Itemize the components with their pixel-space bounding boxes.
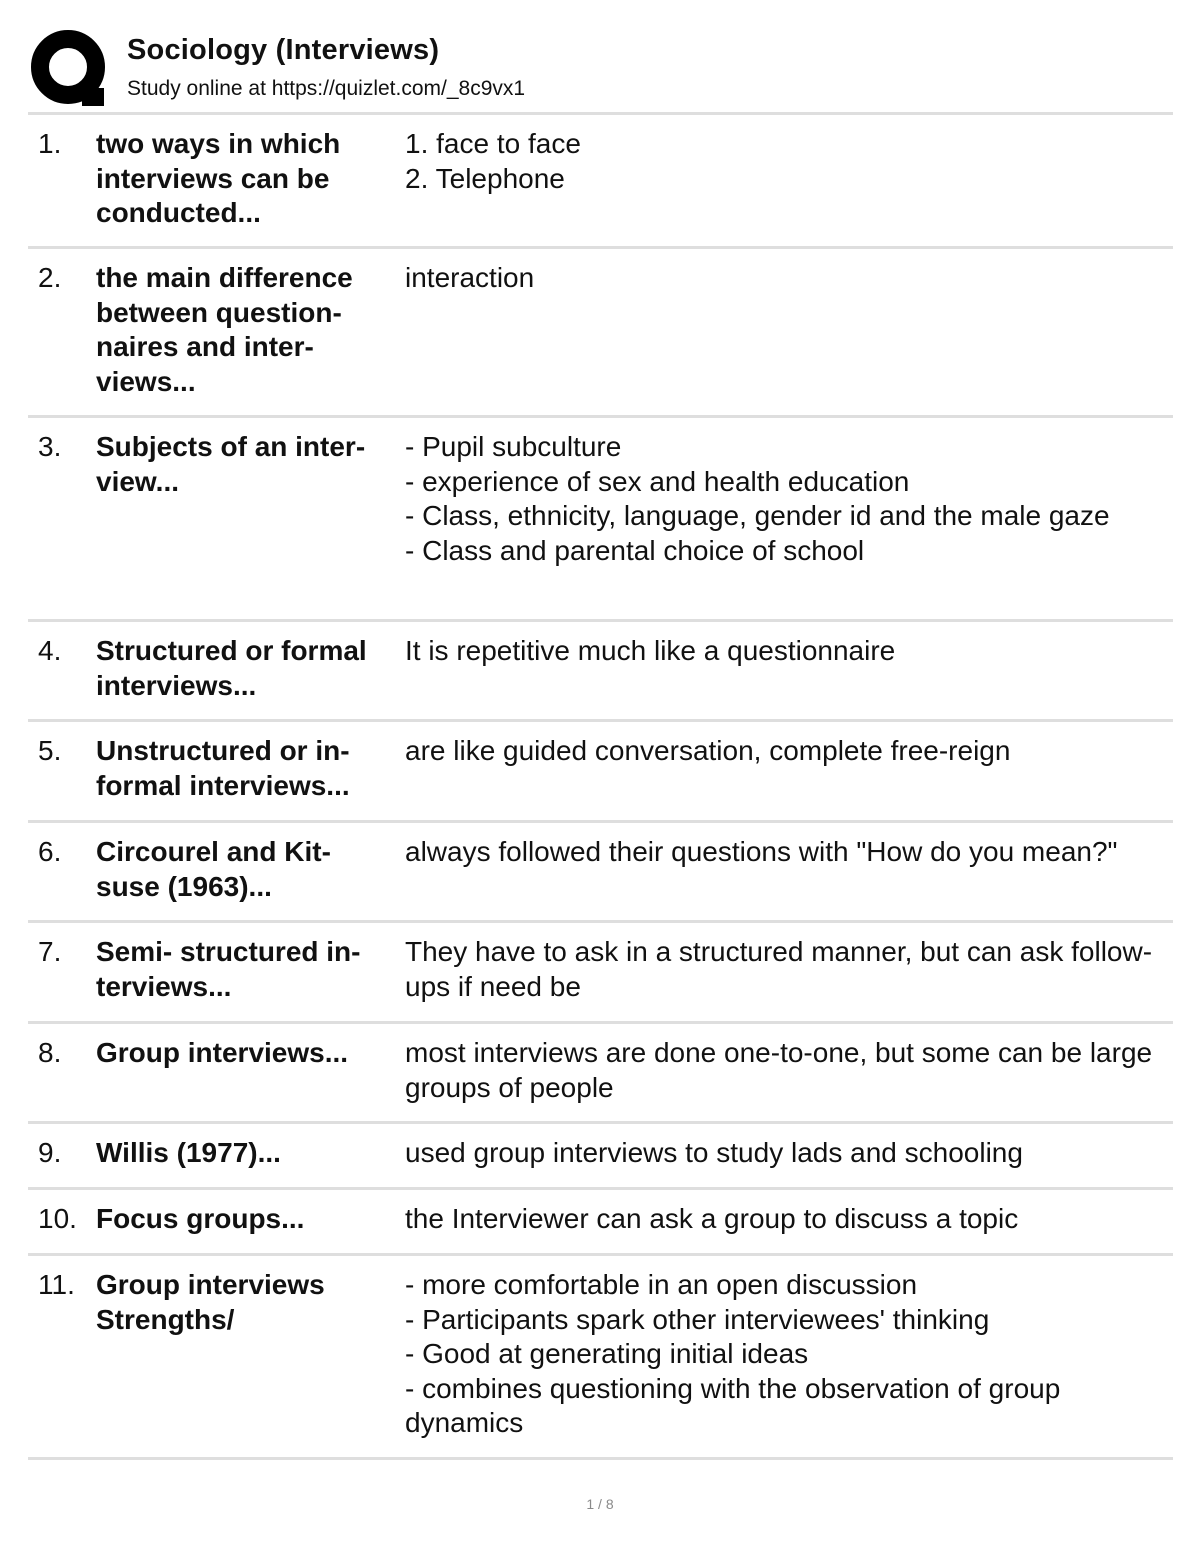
card-term: the main difference between question- naires and inter- views... <box>96 262 353 397</box>
definition-line: used group interviews to study lads and schooling <box>405 1137 1023 1168</box>
definition-line: - more comfortable in an open discussion <box>405 1269 918 1300</box>
definition-line: 2. Telephone <box>405 162 565 194</box>
card-definition <box>405 1268 1170 1441</box>
page-header <box>30 28 1172 110</box>
card-definition <box>405 430 1170 568</box>
card-number: 8. <box>38 1037 62 1068</box>
card-number: 3. <box>38 431 62 462</box>
card-number: 2. <box>38 262 62 293</box>
card-number: 7. <box>38 936 62 967</box>
card-6 <box>28 823 1173 923</box>
card-definition <box>405 835 1170 870</box>
card-term: two ways in which interviews can be conducted... <box>96 128 341 228</box>
definition-line: - Good at generating initial ideas <box>405 1338 809 1369</box>
card-11 <box>28 1256 1173 1460</box>
card-term: Semi- structured in- terviews... <box>96 936 361 1002</box>
card-number: 1. <box>38 128 62 159</box>
card-3 <box>28 418 1173 622</box>
card-number: 6. <box>38 836 62 867</box>
definition-line: 1. face to face <box>405 128 581 159</box>
definition-line: are like guided conversation, complete free-reign <box>405 735 1011 766</box>
card-term: Subjects of an inter- view... <box>96 431 366 497</box>
card-definition <box>405 1136 1170 1171</box>
card-term: Structured or formal interviews... <box>96 635 367 701</box>
card-term: Circourel and Kit- suse (1963)... <box>96 836 331 902</box>
card-9 <box>28 1124 1173 1190</box>
study-link-text: Study online at https://quizlet.com/_8c9vx1 <box>127 77 526 100</box>
card-7 <box>28 923 1173 1024</box>
card-definition <box>405 734 1170 769</box>
quizlet-logo-icon <box>30 30 110 110</box>
card-5 <box>28 722 1173 823</box>
card-number: 10. <box>38 1203 77 1234</box>
page-number: 1 / 8 <box>586 1496 614 1512</box>
definition-line: always followed their questions with "How do you mean?" <box>405 836 1118 867</box>
card-number: 5. <box>38 735 62 766</box>
card-definition <box>405 1202 1170 1237</box>
card-8 <box>28 1024 1173 1124</box>
definition-line: It is repetitive much like a questionnaire <box>405 635 896 666</box>
definition-line: the Interviewer can ask a group to discuss a topic <box>405 1203 1019 1234</box>
card-1 <box>28 115 1173 249</box>
card-term: Focus groups... <box>96 1203 305 1234</box>
definition-line: most interviews are done one-to-one, but some can be large groups of people <box>405 1037 1160 1103</box>
card-definition <box>405 127 1170 196</box>
card-term: Group interviews Strengths/ <box>96 1269 325 1335</box>
card-definition <box>405 634 1170 669</box>
card-number: 11. <box>38 1269 75 1300</box>
definition-line: - Class, ethnicity, language, gender id and the male gaze <box>405 500 1110 531</box>
definition-line: - Class and parental choice of school <box>405 534 865 566</box>
card-term: Unstructured or in- formal interviews... <box>96 735 350 801</box>
card-definition <box>405 935 1170 1004</box>
definition-line: - Pupil subculture <box>405 431 622 462</box>
card-number: 4. <box>38 635 62 666</box>
definition-line: - combines questioning with the observation of group dynamics <box>405 1372 1069 1438</box>
card-term: Group interviews... <box>96 1037 349 1068</box>
definition-line: - experience of sex and health education <box>405 465 910 497</box>
card-2 <box>28 249 1173 418</box>
card-number: 9. <box>38 1137 62 1168</box>
definition-line: - Participants spark other interviewees' thinking <box>405 1303 990 1335</box>
card-definition <box>405 261 1170 296</box>
card-10 <box>28 1190 1173 1256</box>
card-4 <box>28 622 1173 722</box>
definition-line: They have to ask in a structured manner, but can ask follow-ups if need be <box>405 936 1153 1002</box>
card-definition <box>405 1036 1170 1105</box>
card-term: Willis (1977)... <box>96 1137 281 1168</box>
page-title: Sociology (Interviews) <box>127 34 440 66</box>
definition-line: interaction <box>405 262 535 293</box>
